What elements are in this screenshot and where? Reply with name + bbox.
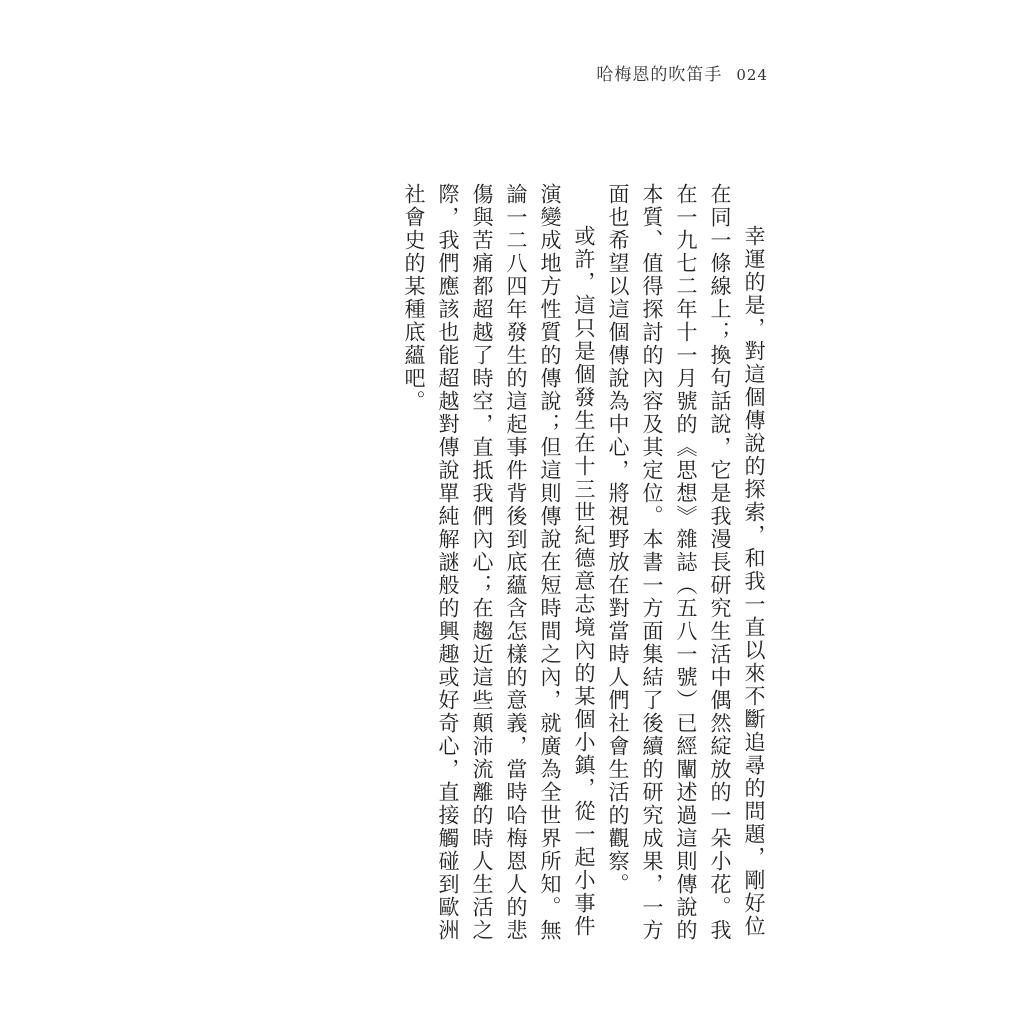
body-text xyxy=(402,183,771,953)
paragraph-2: 或許，這只是個發生在十三世紀德意志境內的某個小鎮，從一起小事件演變成地方性質的傳說；但這則傳說在短時間之內，就廣為全世界所知。無論一二八四年發生的這起事件背後到底蘊含怎樣的意義，當時哈梅恩人的悲傷與苦痛都超越了時空，直抵我們內心；在趨近這些顛沛流離的時人生活之際，我們應該也能超越對傳說單純解謎般的興趣或好奇心，直接觸碰到歐洲社會史的某種底蘊吧。 xyxy=(402,183,596,942)
paragraph-1: 幸運的是，對這個傳說的探索，和我一直以來不斷追尋的問題，剛好位在同一條線上；換句話說，它是我漫長研究生活中偶然綻放的一朵小花。我在一九七二年十一月號的《思想》雜誌（五八一號）已經闡述過這則傳說的本質、值得探討的內容及其定位。本書一方面集結了後續的研究成果，一方面也希望以這個傳說為中心，將視野放在對當時人們社會生活的觀察。 xyxy=(606,183,766,942)
page-number: 024 xyxy=(736,66,768,84)
book-title: 哈梅恩的吹笛手 xyxy=(596,65,723,85)
running-header xyxy=(596,60,768,85)
